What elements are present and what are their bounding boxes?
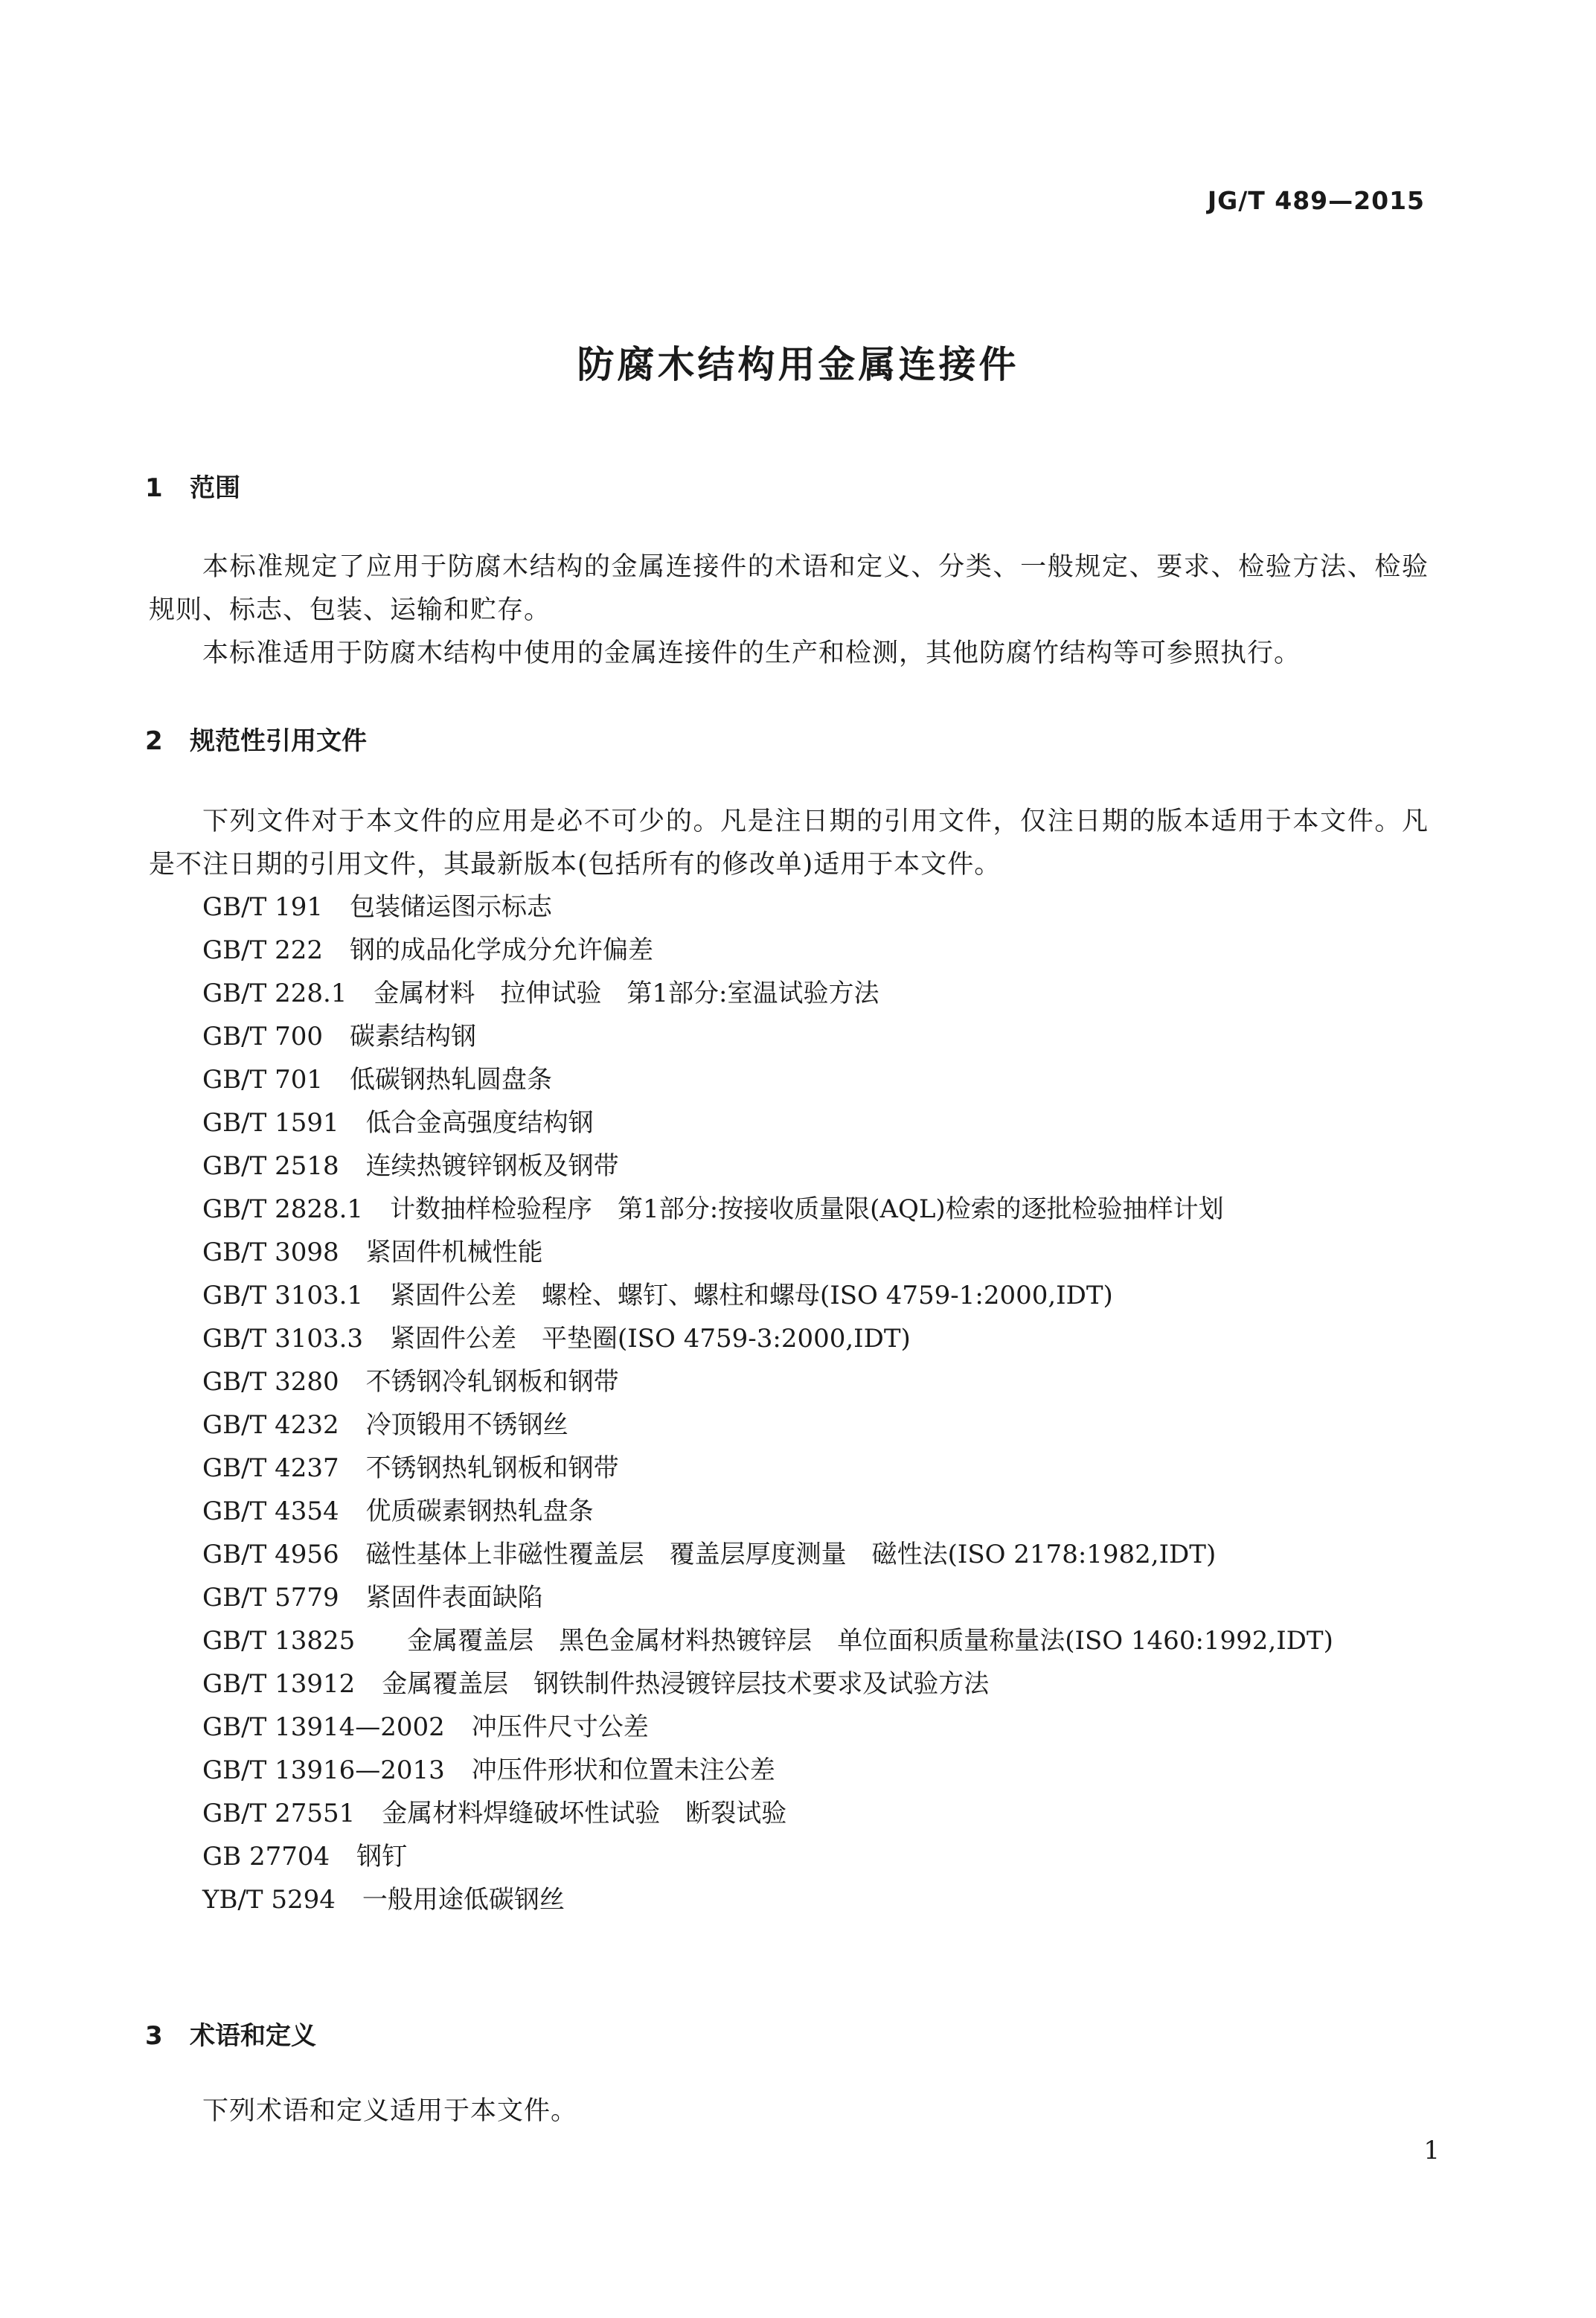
reference-code: GB/T 13914—2002: [202, 1712, 445, 1742]
reference-title: 碳素结构钢: [349, 1022, 476, 1051]
reference-title: 金属材料 拉伸试验 第1部分:室温试验方法: [374, 979, 879, 1008]
section-title: 规范性引用文件: [190, 726, 367, 756]
reference-title: 紧固件机械性能: [365, 1238, 543, 1267]
reference-code: GB/T 4232: [202, 1410, 339, 1440]
reference-code: GB/T 228.1: [202, 979, 347, 1008]
reference-code: GB/T 13912: [202, 1669, 356, 1699]
reference-code: GB/T 13916—2013: [202, 1755, 445, 1785]
reference-title: 包装储运图示标志: [349, 892, 552, 922]
reference-item: [149, 1058, 1429, 1101]
reference-code: GB/T 2828.1: [202, 1194, 364, 1224]
section-2-heading: [145, 720, 367, 757]
section-1-paragraph-1: 本标准规定了应用于防腐木结构的金属连接件的术语和定义、分类、一般规定、要求、检验方法、检验规则、标志、包装、运输和贮存。: [149, 552, 1429, 625]
reference-code: GB/T 5779: [202, 1583, 339, 1613]
reference-code: GB/T 4354: [202, 1496, 339, 1526]
reference-title: 不锈钢冷轧钢板和钢带: [365, 1367, 619, 1397]
reference-item: [149, 1317, 1429, 1360]
reference-title: 紧固件公差 螺栓、螺钉、螺柱和螺母(ISO 4759-1:2000,IDT): [390, 1281, 1113, 1310]
reference-item: [149, 1533, 1429, 1576]
reference-item: [149, 886, 1429, 929]
reference-title: 连续热镀锌钢板及钢带: [365, 1151, 619, 1181]
reference-code: GB/T 4237: [202, 1453, 339, 1483]
reference-item: [149, 1403, 1429, 1447]
section-title: 范围: [190, 473, 240, 503]
reference-item: [149, 1447, 1429, 1490]
reference-title: 钢的成品化学成分允许偏差: [349, 935, 653, 965]
section-title: 术语和定义: [190, 2021, 316, 2051]
reference-title: 金属材料焊缝破坏性试验 断裂试验: [382, 1799, 787, 1828]
reference-title: 低碳钢热轧圆盘条: [349, 1065, 552, 1095]
reference-item: [149, 1749, 1429, 1792]
reference-title: 紧固件表面缺陷: [365, 1583, 543, 1613]
reference-item: [149, 1576, 1429, 1619]
reference-item: [149, 1231, 1429, 1274]
reference-code: GB/T 13825: [202, 1626, 356, 1656]
reference-code: GB/T 3103.1: [202, 1281, 364, 1310]
reference-title: 一般用途低碳钢丝: [362, 1885, 565, 1915]
section-1-paragraph-2: 本标准适用于防腐木结构中使用的金属连接件的生产和检测，其他防腐竹结构等可参照执行。: [202, 638, 1301, 668]
reference-item: [149, 1878, 1429, 1921]
reference-code: GB/T 191: [202, 892, 323, 922]
reference-title: 钢钉: [356, 1842, 408, 1872]
reference-item: [149, 1101, 1429, 1144]
reference-item: [149, 1619, 1429, 1662]
reference-item: [149, 1360, 1429, 1403]
reference-code: GB/T 3098: [202, 1238, 339, 1267]
reference-title: 计数抽样检验程序 第1部分:按接收质量限(AQL)检索的逐批检验抽样计划: [390, 1194, 1224, 1224]
reference-title: 金属覆盖层 钢铁制件热浸镀锌层技术要求及试验方法: [382, 1669, 990, 1699]
page-number: 1: [1423, 2136, 1440, 2165]
reference-code: GB 27704: [202, 1842, 330, 1872]
reference-title: 不锈钢热轧钢板和钢带: [365, 1453, 619, 1483]
reference-item: [149, 1274, 1429, 1317]
reference-code: GB/T 4956: [202, 1540, 339, 1569]
reference-code: GB/T 700: [202, 1022, 323, 1051]
section-number: 1: [145, 473, 163, 503]
reference-code: GB/T 222: [202, 935, 323, 965]
reference-code: GB/T 701: [202, 1065, 323, 1095]
section-3-heading: [145, 2015, 316, 2052]
reference-code: GB/T 3280: [202, 1367, 339, 1397]
reference-item: [149, 1792, 1429, 1835]
reference-list: [149, 886, 1429, 1921]
reference-code: GB/T 27551: [202, 1799, 356, 1828]
section-2-paragraph-1: 下列文件对于本文件的应用是必不可少的。凡是注日期的引用文件，仅注日期的版本适用于本文件。凡是不注日期的引用文件，其最新版本(包括所有的修改单)适用于本文件。: [149, 807, 1429, 880]
reference-item: [149, 1835, 1429, 1878]
standard-code: JG/T 489—2015: [1207, 186, 1425, 215]
reference-title: 冷顶锻用不锈钢丝: [365, 1410, 568, 1440]
reference-item: [149, 1662, 1429, 1706]
reference-title: 紧固件公差 平垫圈(ISO 4759-3:2000,IDT): [390, 1324, 911, 1354]
reference-item: [149, 972, 1429, 1015]
document-title: 防腐木结构用金属连接件: [577, 343, 1019, 386]
reference-title: 磁性基体上非磁性覆盖层 覆盖层厚度测量 磁性法(ISO 2178:1982,IDT): [365, 1540, 1217, 1569]
section-3-paragraph-1: 下列术语和定义适用于本文件。: [202, 2096, 578, 2126]
reference-item: [149, 1706, 1429, 1749]
reference-title: 低合金高强度结构钢: [365, 1108, 594, 1138]
section-number: 2: [145, 726, 163, 756]
reference-item: [149, 1144, 1429, 1188]
reference-item: [149, 1490, 1429, 1533]
reference-code: GB/T 1591: [202, 1108, 339, 1138]
reference-item: [149, 929, 1429, 972]
reference-code: GB/T 2518: [202, 1151, 339, 1181]
section-1-heading: [145, 467, 240, 504]
reference-title: 优质碳素钢热轧盘条: [365, 1496, 594, 1526]
reference-title: 冲压件尺寸公差: [471, 1712, 649, 1742]
reference-title: 冲压件形状和位置未注公差: [471, 1755, 775, 1785]
reference-code: GB/T 3103.3: [202, 1324, 364, 1354]
reference-code: YB/T 5294: [202, 1885, 336, 1915]
reference-title: 金属覆盖层 黑色金属材料热镀锌层 单位面积质量称量法(ISO 1460:1992,IDT): [407, 1626, 1333, 1656]
section-number: 3: [145, 2021, 163, 2051]
reference-item: [149, 1188, 1429, 1231]
reference-item: [149, 1015, 1429, 1058]
